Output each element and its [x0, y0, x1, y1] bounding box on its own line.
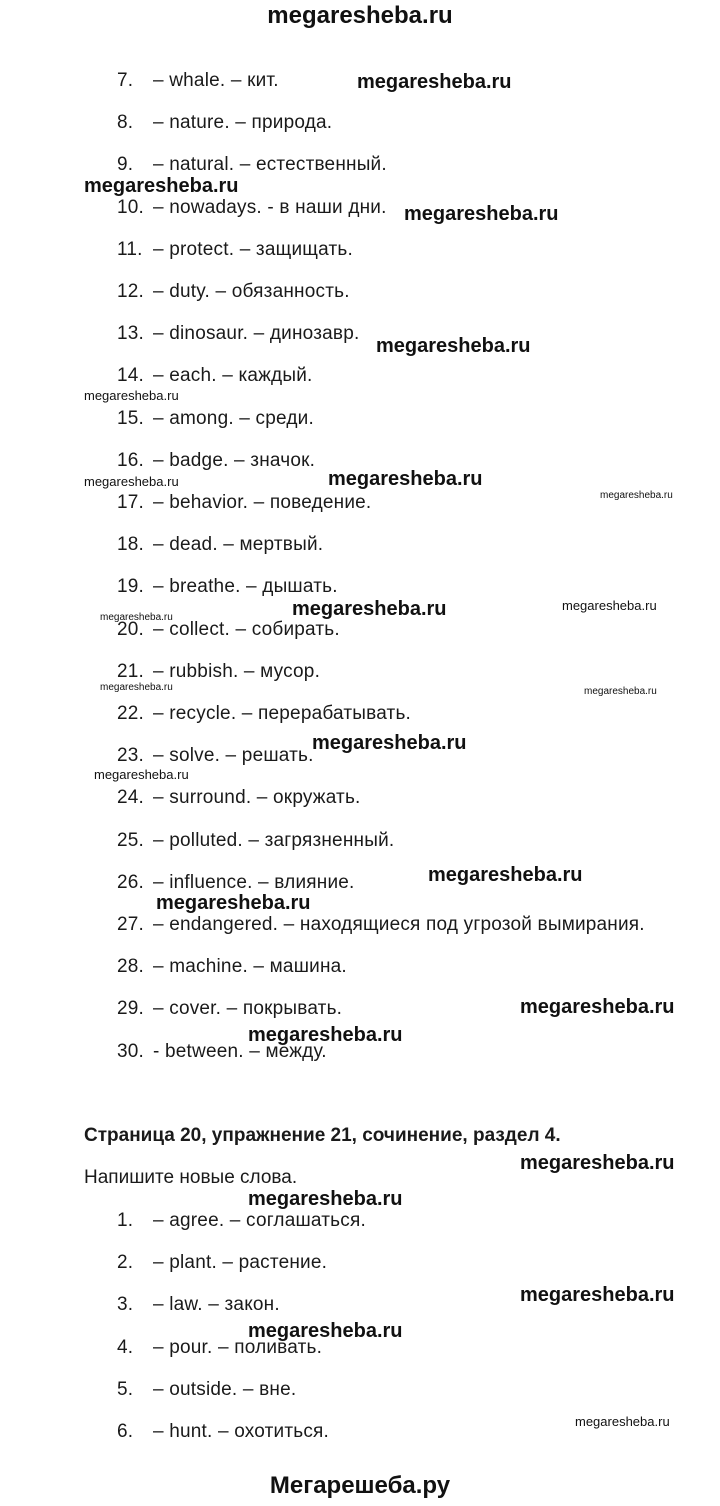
item-number: 21. [117, 660, 145, 682]
item-text: – badge. – значок. [153, 449, 316, 471]
watermark: megaresheba.ru [292, 598, 447, 620]
item-number: 29. [117, 998, 145, 1020]
list-item [117, 998, 342, 1020]
item-number: 20. [117, 618, 145, 640]
watermark: megaresheba.ru [376, 335, 531, 357]
item-number: 9. [117, 154, 134, 176]
item-text: – natural. – естественный. [153, 154, 387, 176]
list-item [117, 154, 387, 176]
item-number: 13. [117, 323, 145, 345]
item-text: – rubbish. – мусор. [153, 660, 321, 682]
item-number: 5. [117, 1378, 134, 1400]
site-footer: Мегарешеба.ру [269, 1472, 451, 1499]
item-number: 19. [117, 576, 145, 598]
watermark: megaresheba.ru [562, 598, 657, 613]
list-item [117, 830, 394, 852]
watermark: megaresheba.ru [84, 388, 179, 403]
item-number: 10. [117, 196, 145, 218]
item-text: – law. – закон. [153, 1294, 280, 1316]
watermark: megaresheba.ru [520, 1284, 675, 1306]
item-number: 26. [117, 871, 145, 893]
item-number: 16. [117, 449, 145, 471]
watermark: megaresheba.ru [520, 996, 675, 1018]
list-item [117, 745, 314, 767]
item-number: 2. [117, 1252, 134, 1274]
list-item [117, 576, 338, 598]
list-item [117, 534, 323, 556]
item-number: 23. [117, 745, 145, 767]
list-item [117, 703, 411, 725]
item-text: – nowadays. - в наши дни. [153, 196, 387, 218]
section-heading: Страница 20, упражнение 21, сочинение, раздел 4. [84, 1125, 561, 1146]
list-item [117, 914, 645, 936]
list-item [117, 323, 359, 345]
item-text: – cover. – покрывать. [153, 998, 343, 1020]
list-item [117, 239, 353, 261]
item-number: 18. [117, 534, 145, 556]
list-item [117, 1210, 366, 1232]
item-text: – polluted. – загрязненный. [153, 829, 395, 851]
item-number: 22. [117, 703, 145, 724]
list-item [117, 492, 371, 514]
item-text: – collect. – собирать. [153, 618, 340, 640]
list-item [117, 70, 279, 92]
watermark: megaresheba.ru [156, 892, 311, 914]
item-number: 12. [117, 281, 145, 302]
item-text: – pour. – поливать. [153, 1336, 323, 1358]
watermark: megaresheba.ru [100, 682, 173, 693]
watermark: megaresheba.ru [312, 732, 467, 754]
watermark: megaresheba.ru [357, 71, 512, 93]
item-text: – influence. – влияние. [153, 871, 355, 893]
item-text: – nature. – природа. [153, 112, 333, 134]
watermark: megaresheba.ru [428, 864, 583, 886]
list-item [117, 1294, 280, 1316]
watermark: megaresheba.ru [248, 1024, 403, 1046]
item-number: 27. [117, 914, 145, 935]
item-text: – duty. – обязанность. [153, 281, 350, 302]
list-item [117, 112, 332, 134]
list-item [117, 872, 355, 894]
list-item [117, 197, 387, 219]
list-item [117, 281, 350, 303]
site-header: megaresheba.ru [267, 2, 453, 29]
list-item [117, 1421, 329, 1443]
watermark: megaresheba.ru [520, 1152, 675, 1174]
item-text: – surround. – окружать. [153, 787, 361, 809]
item-number: 28. [117, 956, 145, 978]
watermark: megaresheba.ru [84, 474, 179, 489]
item-number: 4. [117, 1336, 134, 1358]
list-item [117, 1252, 327, 1274]
watermark: megaresheba.ru [84, 175, 239, 197]
item-text: – among. – среди. [153, 407, 314, 429]
watermark: megaresheba.ru [575, 1414, 670, 1429]
item-number: 15. [117, 407, 145, 429]
item-text: – solve. – решать. [153, 745, 314, 767]
item-text: – dinosaur. – динозавр. [153, 323, 360, 345]
section-instruction: Напишите новые слова. [84, 1167, 298, 1188]
item-text: – whale. – кит. [153, 70, 279, 91]
item-number: 7. [117, 70, 134, 91]
watermark: megaresheba.ru [584, 686, 657, 697]
list-item [117, 956, 347, 978]
list-item [117, 661, 320, 683]
list-item [117, 450, 315, 472]
watermark: megaresheba.ru [328, 468, 483, 490]
item-text: – hunt. – охотиться. [153, 1421, 330, 1442]
item-number: 11. [117, 238, 143, 260]
item-text: – endangered. – находящиеся под угрозой вымирания. [153, 914, 645, 935]
list-item [117, 787, 361, 809]
watermark: megaresheba.ru [600, 490, 673, 501]
item-text: – plant. – растение. [153, 1252, 328, 1274]
item-text: – behavior. – поведение. [153, 492, 372, 513]
item-number: 1. [117, 1210, 134, 1231]
item-text: – breathe. – дышать. [153, 576, 338, 598]
item-number: 3. [117, 1294, 134, 1316]
list-item [117, 408, 314, 430]
item-text: – dead. – мертвый. [153, 534, 324, 556]
watermark: megaresheba.ru [100, 612, 173, 623]
watermark: megaresheba.ru [404, 203, 559, 225]
list-item [117, 1379, 296, 1401]
item-number: 6. [117, 1421, 134, 1442]
item-text: – outside. – вне. [153, 1378, 297, 1400]
item-text: – machine. – машина. [153, 956, 347, 978]
item-number: 17. [117, 492, 145, 513]
item-text: – each. – каждый. [153, 365, 313, 387]
item-text: – agree. – соглашаться. [153, 1210, 366, 1231]
watermark: megaresheba.ru [248, 1320, 403, 1342]
watermark: megaresheba.ru [248, 1188, 403, 1210]
item-text: - between. – между. [153, 1040, 327, 1062]
watermark: megaresheba.ru [94, 767, 189, 782]
item-text: – protect. – защищать. [153, 238, 353, 260]
list-item [117, 365, 313, 387]
item-number: 30. [117, 1040, 145, 1062]
item-number: 24. [117, 787, 145, 809]
item-text: – recycle. – перерабатывать. [153, 703, 412, 724]
item-number: 25. [117, 829, 145, 851]
item-number: 8. [117, 112, 134, 134]
item-number: 14. [117, 365, 145, 387]
